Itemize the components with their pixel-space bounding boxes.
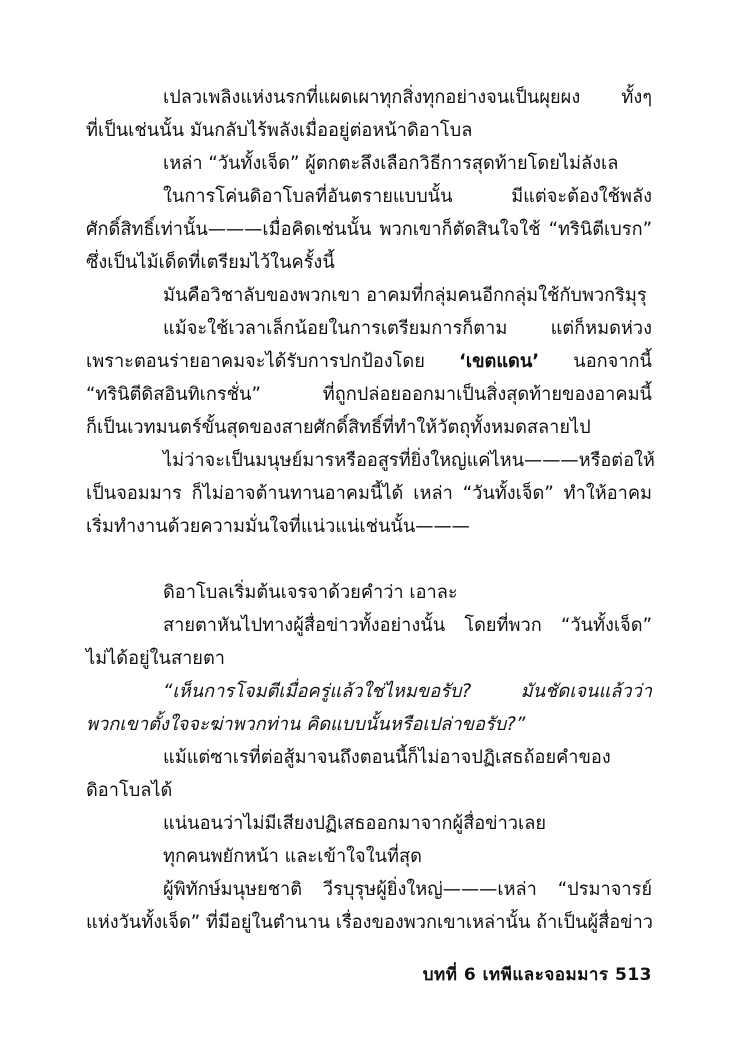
- paragraph-line: เปลวเพลิงแห่งนรกที่แผดเผาทุกสิ่งทุกอย่างจนเป็นผุยผง ทั้งๆ: [163, 87, 652, 108]
- paragraph-line: แม้แต่ซาเรที่ต่อสู้มาจนถึงตอนนี้ก็ไม่อาจปฏิเสธถ้อยคำของ: [163, 747, 611, 768]
- running-footer: บทที่ 6 เทพีและจอมมาร 513: [422, 965, 652, 985]
- paragraph-line: ไม่ว่าจะเป็นมนุษย์มารหรืออสูรที่ยิ่งใหญ่แค่ไหน———หรือต่อให้: [163, 450, 655, 471]
- paragraph-line: ดิอาโบลได้: [86, 780, 173, 801]
- paragraph-line: “ทรินิตีดิสอินทิเกรชั่น” ที่ถูกปล่อยออกมาเป็นสิ่งสุดท้ายของอาคมนี้: [86, 384, 652, 405]
- dialogue-line: พวกเขาตั้งใจจะฆ่าพวกท่าน คิดแบบนั้นหรือเปล่าขอรับ?”: [86, 714, 526, 735]
- paragraph-line: ทุกคนพยักหน้า และเข้าใจในที่สุด: [163, 846, 422, 867]
- paragraph-line: ซึ่งเป็นไม้เด็ดที่เตรียมไว้ในครั้งนี้: [86, 252, 335, 273]
- paragraph-line: ก็เป็นเวทมนตร์ขั้นสุดของสายศักดิ์สิทธิ์ที่ทำให้วัตถุทั้งหมดสลายไป: [86, 417, 591, 438]
- paragraph-line: เหล่า “วันทั้งเจ็ด” ผู้ตกตะลึงเลือกวิธีการสุดท้ายโดยไม่ลังเล: [163, 153, 619, 174]
- line-text: นอกจากนี้: [573, 351, 652, 372]
- paragraph-line: แน่นอนว่าไม่มีเสียงปฏิเสธออกมาจากผู้สื่อข่าวเลย: [163, 813, 547, 834]
- paragraph-line: ดิอาโบลเริ่มต้นเจรจาด้วยคำว่า เอาละ: [163, 582, 458, 603]
- paragraph-line: ศักดิ์สิทธิ์เท่านั้น———เมื่อคิดเช่นนั้น พวกเขาก็ตัดสินใจใช้ “ทรินิตีเบรก”: [86, 219, 652, 240]
- paragraph-line: สายตาหันไปทางผู้สื่อข่าวทั้งอย่างนั้น โดยที่พวก “วันทั้งเจ็ด”: [163, 615, 652, 636]
- paragraph-line: ผู้พิทักษ์มนุษยชาติ วีรบุรุษผู้ยิ่งใหญ่———เหล่า “ปรมาจารย์: [163, 879, 652, 900]
- paragraph-line: แม้จะใช้เวลาเล็กน้อยในการเตรียมการก็ตาม แต่ก็หมดห่วง: [163, 318, 652, 339]
- paragraph-line: ในการโค่นดิอาโบลที่อันตรายแบบนั้น มีแต่จะต้องใช้พลัง: [163, 186, 652, 207]
- paragraph-line-with-bold: [86, 350, 652, 374]
- paragraph-line: ที่เป็นเช่นนั้น มันกลับไร้พลังเมื่ออยู่ต่อหน้าดิอาโบล: [86, 120, 473, 141]
- paragraph-line: ไม่ได้อยู่ในสายตา: [86, 648, 225, 669]
- paragraph-line: มันคือวิชาลับของพวกเขา อาคมที่กลุ่มคนอีกกลุ่มใช้กับพวกริมุรุ: [163, 285, 647, 306]
- line-text: เพราะตอนร่ายอาคมจะได้รับการปกป้องโดย: [86, 351, 425, 372]
- paragraph-line: แห่งวันทั้งเจ็ด” ที่มีอยู่ในตำนาน เรื่องของพวกเขาเหล่านั้น ถ้าเป็นผู้สื่อข่าว: [86, 912, 654, 933]
- paragraph-line: เริ่มทำงานด้วยความมั่นใจที่แน่วแน่เช่นนั้น———: [86, 516, 470, 537]
- dialogue-line: “เห็นการโจมตีเมื่อครู่แล้วใช่ไหมขอรับ? มันชัดเจนแล้วว่า: [163, 681, 652, 702]
- bold-term: ‘เขตแดน’: [458, 351, 540, 372]
- paragraph-line: เป็นจอมมาร ก็ไม่อาจต้านทานอาคมนี้ได้ เหล่า “วันทั้งเจ็ด” ทำให้อาคม: [86, 483, 652, 504]
